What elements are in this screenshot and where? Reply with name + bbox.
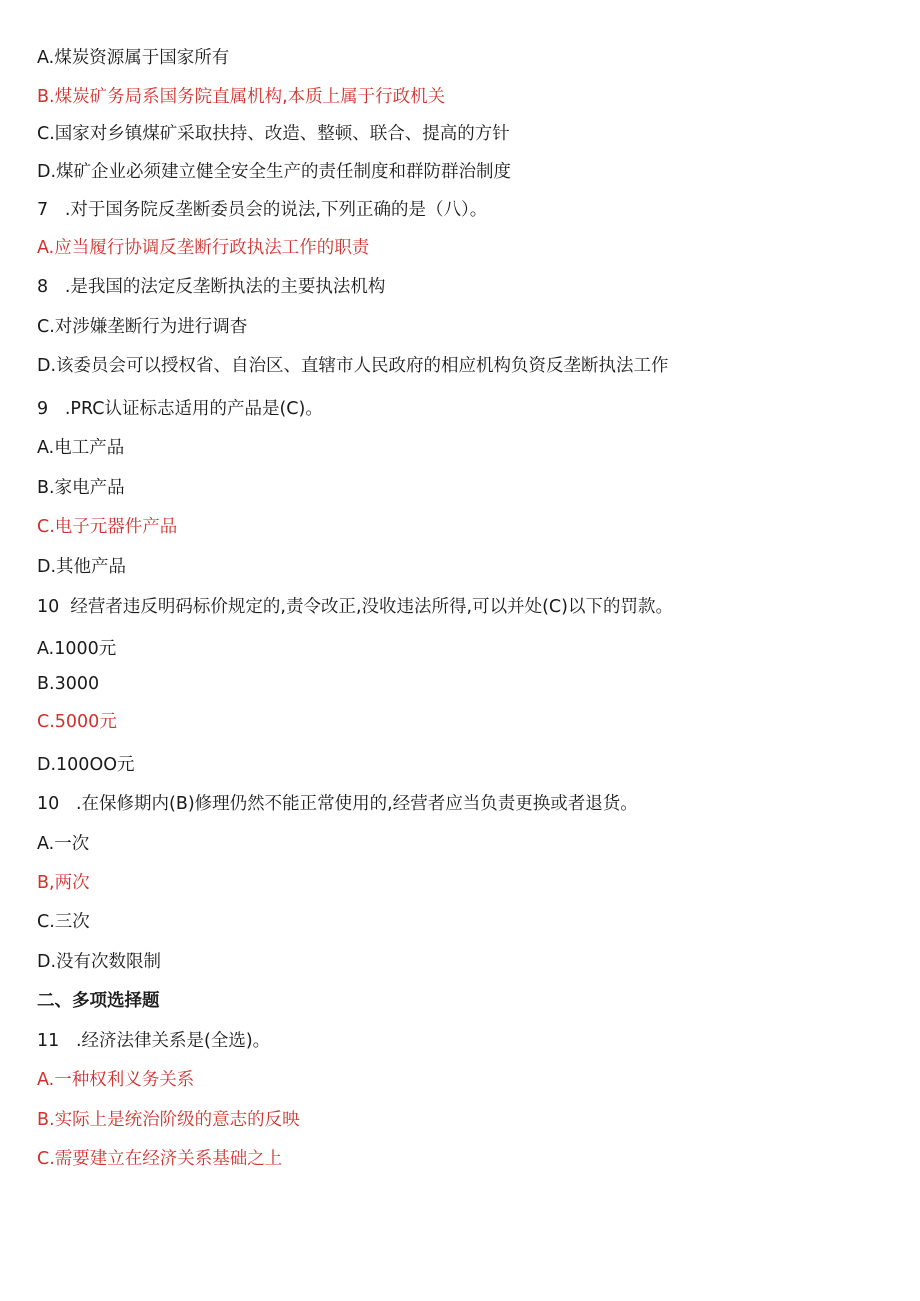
option-line: C.三次 — [37, 912, 90, 932]
option-line: D.没有次数限制 — [37, 952, 162, 972]
answer-line: C.电子元器件产品 — [37, 517, 178, 537]
answer-line: A.应当履行协调反垄断行政执法工作的职责 — [37, 238, 370, 258]
answer-line: B.实际上是统治阶级的意志的反映 — [37, 1110, 300, 1130]
section-heading: 二、多项选择题 — [37, 991, 160, 1011]
option-line: D.该委员会可以授权省、自治区、直辖市人民政府的相应机构负资反垄断执法工作 — [37, 356, 669, 376]
question-line: 7 .对于国务院反垄断委员会的说法,下列正确的是（八）。 — [37, 200, 488, 220]
question-line: 9 .PRC认证标志适用的产品是(C)。 — [37, 399, 323, 419]
answer-line: B.煤炭矿务局系国务院直属机构,本质上属于行政机关 — [37, 87, 446, 107]
option-line: B.3000 — [37, 674, 100, 694]
option-line: D.100OO元 — [37, 755, 135, 775]
option-line: B.家电产品 — [37, 478, 125, 498]
question-line: 11 .经济法律关系是(全选)。 — [37, 1031, 271, 1051]
option-line: A.1000元 — [37, 639, 117, 659]
option-line: D.其他产品 — [37, 557, 127, 577]
answer-line: B,两次 — [37, 873, 90, 893]
option-line: A.煤炭资源属于国家所有 — [37, 48, 230, 68]
question-line: 10 经营者违反明码标价规定的,责令改正,没收违法所得,可以并处(C)以下的罚款。 — [37, 597, 673, 617]
option-line: A.电工产品 — [37, 438, 125, 458]
option-line: C.国家对乡镇煤矿采取扶持、改造、整顿、联合、提高的方针 — [37, 124, 510, 144]
answer-line: C.需要建立在经济关系基础之上 — [37, 1149, 283, 1169]
question-line: 8 .是我国的法定反垄断执法的主要执法机构 — [37, 277, 386, 297]
option-line: C.对涉嫌垄断行为进行调杳 — [37, 317, 248, 337]
option-line: A.一次 — [37, 834, 90, 854]
answer-line: C.5000元 — [37, 712, 117, 732]
option-line: D.煤矿企业必须建立健全安全生产的责任制度和群防群治制度 — [37, 162, 512, 182]
answer-line: A.一种权利义务关系 — [37, 1070, 195, 1090]
question-line: 10 .在保修期内(B)修理仍然不能正常使用的,经营者应当负责更换或者退货。 — [37, 794, 638, 814]
